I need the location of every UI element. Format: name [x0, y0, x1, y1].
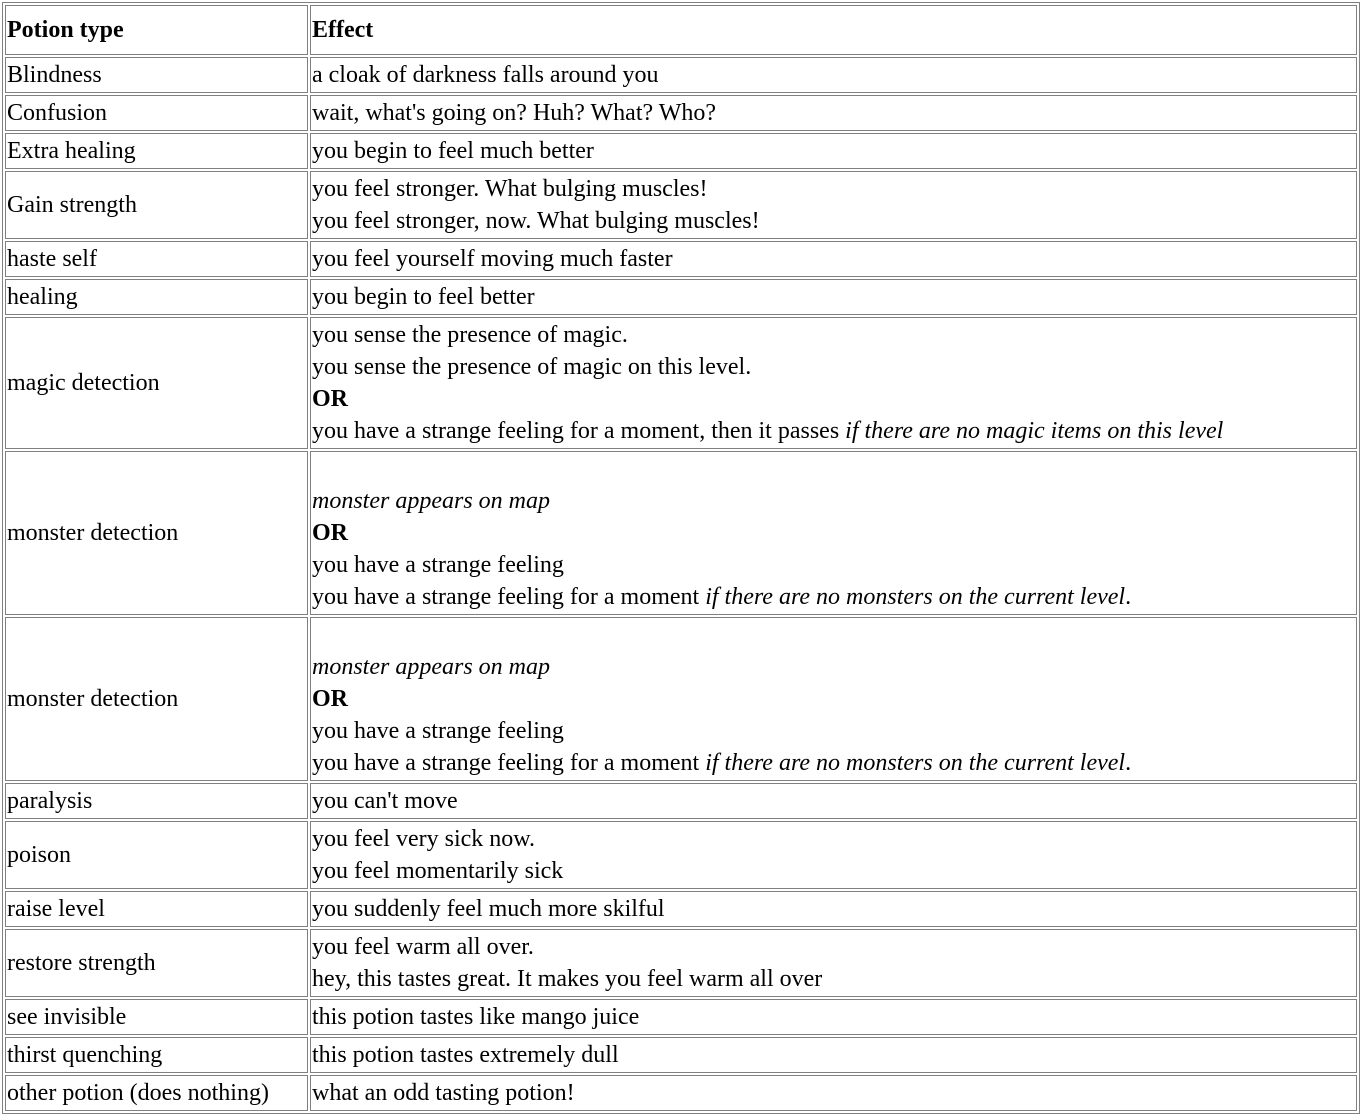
effect-text: you have a strange feeling [312, 552, 564, 578]
effect-line [312, 485, 1355, 517]
effect-text: hey, this tastes great. It makes you feel warm all over [312, 966, 823, 992]
effect-line [312, 823, 1355, 855]
effect-line [312, 1039, 1355, 1071]
effect-line [312, 319, 1355, 351]
table-header-row [5, 5, 1357, 55]
effect-text: you feel stronger, now. What bulging muscles! [312, 208, 760, 234]
effect-line [312, 97, 1355, 129]
effect-condition: monster appears on map [312, 488, 550, 514]
potion-type-cell: magic detection [5, 317, 308, 449]
potion-effects-table [2, 2, 1360, 1114]
effect-text: you sense the presence of magic on this level. [312, 354, 752, 380]
effect-line [312, 931, 1355, 963]
potion-type-cell: restore strength [5, 929, 308, 997]
effect-line [312, 651, 1355, 683]
table-row [5, 821, 1357, 889]
effect-line [312, 281, 1355, 313]
potion-type-cell: paralysis [5, 783, 308, 819]
table-row [5, 133, 1357, 169]
potion-type-cell: Confusion [5, 95, 308, 131]
effect-line [312, 581, 1355, 613]
table-row [5, 171, 1357, 239]
potion-type-cell: haste self [5, 241, 308, 277]
table-row [5, 1075, 1357, 1111]
effect-line [312, 785, 1355, 817]
table-row [5, 891, 1357, 927]
effect-line [312, 549, 1355, 581]
effect-cell [310, 999, 1357, 1035]
effect-text: . [1125, 750, 1132, 776]
header-potion-type: Potion type [5, 5, 308, 55]
effect-text: this potion tastes like mango juice [312, 1004, 640, 1030]
effect-text: you suddenly feel much more skilful [312, 896, 665, 922]
effect-text: this potion tastes extremely dull [312, 1042, 619, 1068]
potion-type-cell: monster detection [5, 451, 308, 615]
effect-condition: if there are no magic items on this level [845, 418, 1224, 444]
table-row [5, 317, 1357, 449]
potion-type-cell: poison [5, 821, 308, 889]
potion-type-cell: thirst quenching [5, 1037, 308, 1073]
effect-line [312, 135, 1355, 167]
potion-type-cell: raise level [5, 891, 308, 927]
effect-line [312, 517, 1355, 549]
effect-condition: if there are no monsters on the current level [705, 584, 1126, 610]
effect-cell [310, 891, 1357, 927]
table-row [5, 999, 1357, 1035]
effect-cell [310, 617, 1357, 781]
effect-condition: if there are no monsters on the current level [705, 750, 1126, 776]
effect-line [312, 415, 1355, 447]
effect-text: you begin to feel better [312, 284, 535, 310]
effect-cell [310, 1037, 1357, 1073]
or-label: OR [312, 386, 348, 412]
table-row [5, 451, 1357, 615]
effect-text: you begin to feel much better [312, 138, 594, 164]
effect-text: you have a strange feeling for a moment [312, 584, 706, 610]
effect-cell [310, 783, 1357, 819]
effect-cell [310, 317, 1357, 449]
effect-line [312, 747, 1355, 779]
effect-text: you have a strange feeling for a moment, then it passes [312, 418, 846, 444]
effect-line [312, 351, 1355, 383]
blank-line [312, 453, 1355, 485]
effect-text: you feel momentarily sick [312, 858, 564, 884]
effect-cell [310, 57, 1357, 93]
effect-line [312, 205, 1355, 237]
effect-text: you can't move [312, 788, 458, 814]
or-label: OR [312, 686, 348, 712]
potion-type-cell: Extra healing [5, 133, 308, 169]
effect-cell [310, 1075, 1357, 1111]
potion-type-cell: Blindness [5, 57, 308, 93]
effect-text: you feel stronger. What bulging muscles! [312, 176, 708, 202]
effect-text: wait, what's going on? Huh? What? Who? [312, 100, 717, 126]
effect-cell [310, 821, 1357, 889]
effect-line [312, 1077, 1355, 1109]
or-label: OR [312, 520, 348, 546]
effect-cell [310, 133, 1357, 169]
effect-cell [310, 171, 1357, 239]
effect-line [312, 855, 1355, 887]
potion-type-cell: Gain strength [5, 171, 308, 239]
effect-text: a cloak of darkness falls around you [312, 62, 659, 88]
effect-text: what an odd tasting potion! [312, 1080, 575, 1106]
potion-type-cell: healing [5, 279, 308, 315]
effect-cell [310, 241, 1357, 277]
effect-line [312, 893, 1355, 925]
header-effect: Effect [310, 5, 1357, 55]
effect-line [312, 1001, 1355, 1033]
table-row [5, 95, 1357, 131]
effect-text: you have a strange feeling [312, 718, 564, 744]
effect-line [312, 963, 1355, 995]
table-row [5, 1037, 1357, 1073]
effect-text: you feel yourself moving much faster [312, 246, 673, 272]
effect-condition: monster appears on map [312, 654, 550, 680]
potion-type-cell: other potion (does nothing) [5, 1075, 308, 1111]
effect-line [312, 243, 1355, 275]
effect-text: you sense the presence of magic. [312, 322, 628, 348]
table-row [5, 617, 1357, 781]
effect-line [312, 173, 1355, 205]
effect-line [312, 683, 1355, 715]
table-row [5, 57, 1357, 93]
table-row [5, 241, 1357, 277]
potion-type-cell: see invisible [5, 999, 308, 1035]
effect-line [312, 383, 1355, 415]
effect-cell [310, 451, 1357, 615]
effect-cell [310, 929, 1357, 997]
effect-text: . [1125, 584, 1132, 610]
table-row [5, 279, 1357, 315]
effect-line [312, 715, 1355, 747]
table-row [5, 783, 1357, 819]
effect-text: you feel warm all over. [312, 934, 534, 960]
effect-text: you have a strange feeling for a moment [312, 750, 706, 776]
potion-type-cell: monster detection [5, 617, 308, 781]
effect-text: you feel very sick now. [312, 826, 536, 852]
effect-cell [310, 95, 1357, 131]
blank-line [312, 619, 1355, 651]
table-body [5, 57, 1357, 1111]
effect-cell [310, 279, 1357, 315]
effect-line [312, 59, 1355, 91]
table-row [5, 929, 1357, 997]
